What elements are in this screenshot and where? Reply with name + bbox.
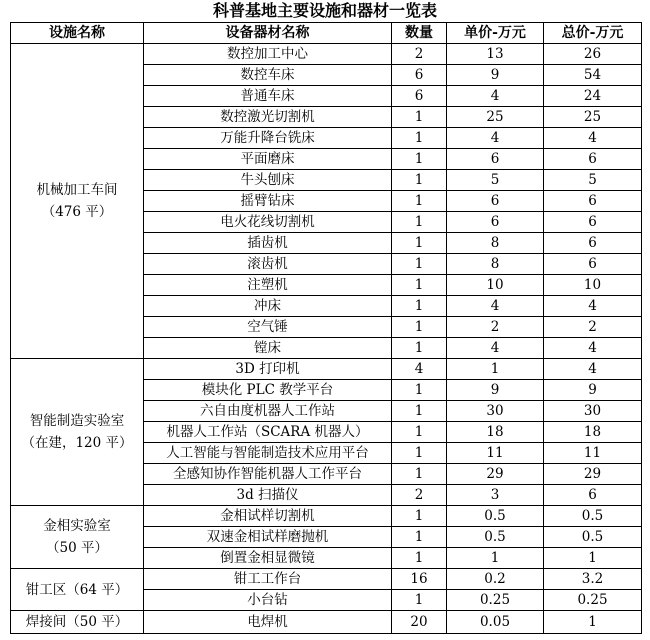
table-row (11, 359, 642, 380)
equipment-name-cell: 数控加工中心 (144, 44, 392, 65)
facility-name: 智能制造实验室 (29, 413, 125, 429)
total-price-cell: 4 (544, 128, 642, 149)
unit-price-cell: 2 (447, 317, 544, 338)
unit-price-cell: 29 (447, 464, 544, 485)
equipment-name-cell: 空气锤 (144, 317, 392, 338)
header-row (11, 23, 642, 44)
unit-price-cell: 9 (447, 65, 544, 86)
table-row (11, 44, 642, 65)
equipment-name-cell: 冲床 (144, 296, 392, 317)
quantity-cell: 6 (392, 86, 447, 107)
equipment-name-cell: 小台钻 (144, 590, 392, 611)
quantity-cell: 1 (392, 443, 447, 464)
facility-cell (11, 359, 144, 506)
total-price-cell: 6 (544, 149, 642, 170)
total-price-cell: 30 (544, 401, 642, 422)
quantity-cell: 2 (392, 44, 447, 65)
unit-price-cell: 6 (447, 149, 544, 170)
header-facility: 设施名称 (11, 23, 144, 44)
quantity-cell: 1 (392, 149, 447, 170)
equipment-name-cell: 六自由度机器人工作站 (144, 401, 392, 422)
total-price-cell: 24 (544, 86, 642, 107)
total-price-cell: 6 (544, 233, 642, 254)
equipment-name-cell: 人工智能与智能制造技术应用平台 (144, 443, 392, 464)
equipment-name-cell: 电焊机 (144, 611, 392, 634)
unit-price-cell: 13 (447, 44, 544, 65)
facility-cell (11, 44, 144, 359)
unit-price-cell: 8 (447, 233, 544, 254)
table-row (11, 611, 642, 634)
quantity-cell: 1 (392, 590, 447, 611)
facility-cell (11, 569, 144, 611)
equipment-name-cell: 牛头刨床 (144, 170, 392, 191)
facility-area: （在建，120 平） (21, 435, 133, 451)
equipment-name-cell: 机器人工作站（SCARA 机器人） (144, 422, 392, 443)
equipment-name-cell: 电火花线切割机 (144, 212, 392, 233)
total-price-cell: 4 (544, 359, 642, 380)
unit-price-cell: 11 (447, 443, 544, 464)
quantity-cell: 1 (392, 296, 447, 317)
facility-cell (11, 611, 144, 634)
total-price-cell: 18 (544, 422, 642, 443)
total-price-cell: 0.5 (544, 506, 642, 527)
facility-area: （476 平） (41, 204, 113, 220)
unit-price-cell: 4 (447, 338, 544, 359)
table-title: 科普基地主要设施和器材一览表 (212, 1, 437, 20)
equipment-name-cell: 3d 扫描仪 (144, 485, 392, 506)
table-body (11, 44, 642, 634)
total-price-cell: 6 (544, 485, 642, 506)
total-price-cell: 4 (544, 296, 642, 317)
table-row (11, 506, 642, 527)
equipment-name-cell: 普通车床 (144, 86, 392, 107)
equipment-name-cell: 镗床 (144, 338, 392, 359)
total-price-cell: 3.2 (544, 569, 642, 590)
unit-price-cell: 0.5 (447, 506, 544, 527)
quantity-cell: 1 (392, 233, 447, 254)
quantity-cell: 6 (392, 65, 447, 86)
unit-price-cell: 18 (447, 422, 544, 443)
unit-price-cell: 1 (447, 548, 544, 569)
equipment-name-cell: 模块化 PLC 教学平台 (144, 380, 392, 401)
total-price-cell: 9 (544, 380, 642, 401)
quantity-cell: 1 (392, 527, 447, 548)
unit-price-cell: 1 (447, 359, 544, 380)
total-price-cell: 1 (544, 611, 642, 634)
total-price-cell: 0.25 (544, 590, 642, 611)
total-price-cell: 11 (544, 443, 642, 464)
quantity-cell: 1 (392, 212, 447, 233)
header-total-price: 总价-万元 (544, 23, 642, 44)
equipment-name-cell: 万能升降台铣床 (144, 128, 392, 149)
facility-cell (11, 506, 144, 569)
unit-price-cell: 10 (447, 275, 544, 296)
total-price-cell: 6 (544, 254, 642, 275)
quantity-cell: 1 (392, 275, 447, 296)
quantity-cell: 1 (392, 548, 447, 569)
quantity-cell: 1 (392, 506, 447, 527)
quantity-cell: 1 (392, 464, 447, 485)
total-price-cell: 29 (544, 464, 642, 485)
unit-price-cell: 3 (447, 485, 544, 506)
quantity-cell: 1 (392, 170, 447, 191)
total-price-cell: 6 (544, 212, 642, 233)
quantity-cell: 1 (392, 401, 447, 422)
facility-area: （50 平） (46, 540, 108, 556)
total-price-cell: 2 (544, 317, 642, 338)
unit-price-cell: 6 (447, 191, 544, 212)
quantity-cell: 1 (392, 107, 447, 128)
equipment-name-cell: 注塑机 (144, 275, 392, 296)
quantity-cell: 2 (392, 485, 447, 506)
unit-price-cell: 4 (447, 128, 544, 149)
unit-price-cell: 4 (447, 86, 544, 107)
equipment-name-cell: 滚齿机 (144, 254, 392, 275)
header-unit-price: 单价-万元 (447, 23, 544, 44)
equipment-name-cell: 数控激光切割机 (144, 107, 392, 128)
total-price-cell: 6 (544, 191, 642, 212)
unit-price-cell: 6 (447, 212, 544, 233)
total-price-cell: 54 (544, 65, 642, 86)
unit-price-cell: 8 (447, 254, 544, 275)
unit-price-cell: 0.25 (447, 590, 544, 611)
equipment-name-cell: 3D 打印机 (144, 359, 392, 380)
unit-price-cell: 4 (447, 296, 544, 317)
quantity-cell: 1 (392, 338, 447, 359)
quantity-cell: 4 (392, 359, 447, 380)
equipment-name-cell: 钳工工作台 (144, 569, 392, 590)
header-equipment: 设备器材名称 (144, 23, 392, 44)
total-price-cell: 25 (544, 107, 642, 128)
header-quantity: 数量 (392, 23, 447, 44)
unit-price-cell: 5 (447, 170, 544, 191)
facility-name: 金相实验室 (43, 518, 111, 534)
quantity-cell: 1 (392, 191, 447, 212)
total-price-cell: 4 (544, 338, 642, 359)
total-price-cell: 0.5 (544, 527, 642, 548)
unit-price-cell: 0.05 (447, 611, 544, 634)
facility-name: 钳工区（64 平） (25, 581, 129, 598)
equipment-name-cell: 金相试样切割机 (144, 506, 392, 527)
equipment-name-cell: 双速金相试样磨抛机 (144, 527, 392, 548)
total-price-cell: 26 (544, 44, 642, 65)
quantity-cell: 1 (392, 422, 447, 443)
quantity-cell: 16 (392, 569, 447, 590)
equipment-name-cell: 平面磨床 (144, 149, 392, 170)
quantity-cell: 20 (392, 611, 447, 634)
quantity-cell: 1 (392, 317, 447, 338)
unit-price-cell: 9 (447, 380, 544, 401)
total-price-cell: 1 (544, 548, 642, 569)
quantity-cell: 1 (392, 380, 447, 401)
quantity-cell: 1 (392, 128, 447, 149)
total-price-cell: 10 (544, 275, 642, 296)
total-price-cell: 5 (544, 170, 642, 191)
unit-price-cell: 25 (447, 107, 544, 128)
table-row (11, 569, 642, 590)
equipment-name-cell: 倒置金相显微镜 (144, 548, 392, 569)
equipment-name-cell: 数控车床 (144, 65, 392, 86)
quantity-cell: 1 (392, 254, 447, 275)
facility-name: 机械加工车间 (36, 182, 118, 198)
equipment-name-cell: 插齿机 (144, 233, 392, 254)
equipment-table (10, 22, 642, 634)
unit-price-cell: 30 (447, 401, 544, 422)
unit-price-cell: 0.2 (447, 569, 544, 590)
equipment-name-cell: 摇臂钻床 (144, 191, 392, 212)
facility-name: 焊接间（50 平） (25, 614, 129, 630)
unit-price-cell: 0.5 (447, 527, 544, 548)
equipment-name-cell: 全感知协作智能机器人工作平台 (144, 464, 392, 485)
